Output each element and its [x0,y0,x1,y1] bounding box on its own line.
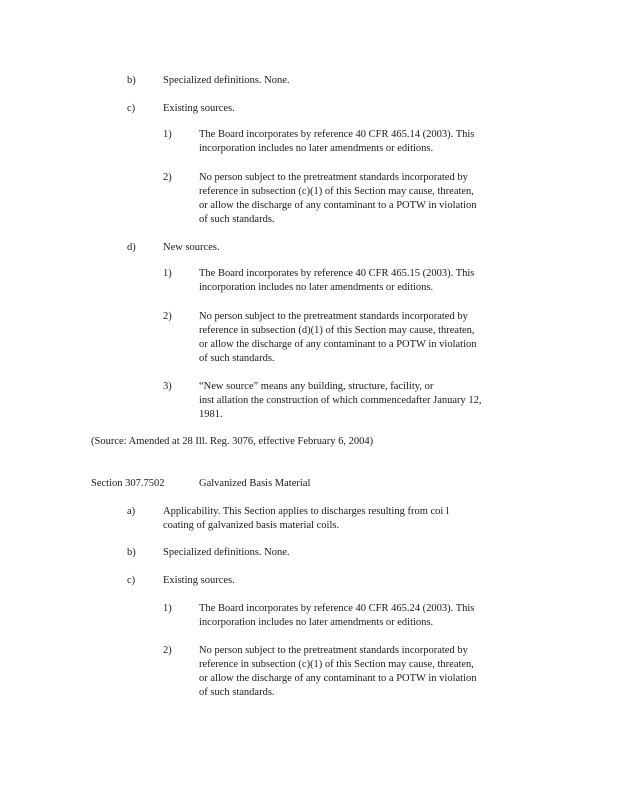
item-number: 1) [163,129,172,140]
item-number: 3) [163,381,172,392]
subsection-label-b: b) [127,75,136,86]
item-line: incorporation includes no later amendments or editions. [199,282,434,293]
item-line: of such standards. [199,214,275,225]
item-line: incorporation includes no later amendments or editions. [199,143,434,154]
subsection-label-c: c) [127,103,136,114]
section-number: Section 307.7502 [91,478,165,489]
item-line: reference in subsection (d)(1) of this Section may cause, threaten, [199,325,475,336]
item-line: No person subject to the pretreatment standards incorporated by [199,172,468,183]
subsection-label-c: c) [127,575,136,586]
item-line: of such standards. [199,687,275,698]
source-note: (Source: Amended at 28 Ill. Reg. 3076, effective February 6, 2004) [91,436,374,447]
item-line: The Board incorporates by reference 40 CFR 465.24 (2003). This [199,603,475,614]
section-title: Galvanized Basis Material [199,478,311,489]
item-line: No person subject to the pretreatment standards incorporated by [199,311,468,322]
item-line: “New source” means any building, structure, facility, or [199,381,434,392]
item-number: 1) [163,603,172,614]
item-number: 2) [163,645,172,656]
item-number: 1) [163,268,172,279]
item-line: or allow the discharge of any contaminant to a POTW in violation [199,673,477,684]
item-line: incorporation includes no later amendments or editions. [199,617,434,628]
subsection-label-b: b) [127,547,136,558]
subsection-text-c: Existing sources. [163,575,235,586]
item-line: of such standards. [199,353,275,364]
subsection-text-b: Specialized definitions. None. [163,547,290,558]
subsection-label-a: a) [127,506,136,517]
item-line: No person subject to the pretreatment standards incorporated by [199,645,468,656]
item-line: The Board incorporates by reference 40 CFR 465.14 (2003). This [199,129,475,140]
item-line: reference in subsection (c)(1) of this Section may cause, threaten, [199,186,474,197]
item-line: or allow the discharge of any contaminant to a POTW in violation [199,200,477,211]
subsection-line: Applicability. This Section applies to discharges resulting from coi l [163,506,449,517]
item-line: or allow the discharge of any contaminant to a POTW in violation [199,339,477,350]
item-line: inst allation the construction of which commencedafter January 12, [199,395,482,406]
item-line: The Board incorporates by reference 40 CFR 465.15 (2003). This [199,268,475,279]
subsection-line: coating of galvanized basis material coils. [163,520,340,531]
subsection-text-b: Specialized definitions. None. [163,75,290,86]
item-number: 2) [163,172,172,183]
item-number: 2) [163,311,172,322]
subsection-text-c: Existing sources. [163,103,235,114]
item-line: reference in subsection (c)(1) of this Section may cause, threaten, [199,659,474,670]
subsection-text-d: New sources. [163,242,220,253]
subsection-label-d: d) [127,242,136,253]
item-line: 1981. [199,409,223,420]
